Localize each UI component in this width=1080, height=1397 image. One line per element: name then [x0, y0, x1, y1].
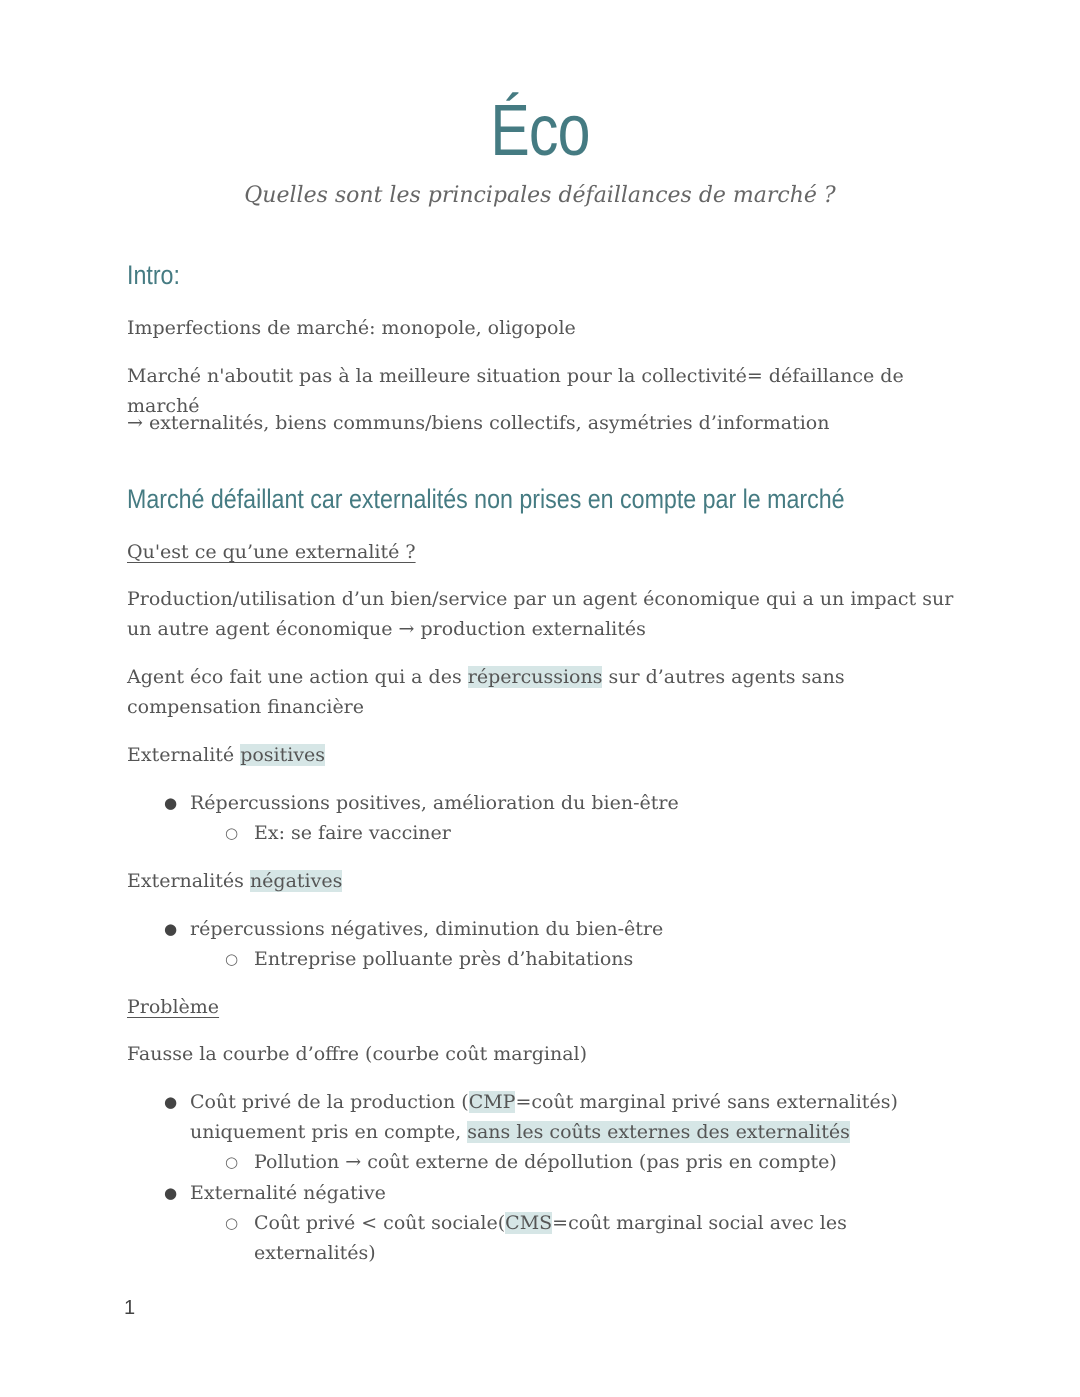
question-label: [127, 537, 957, 567]
page-title: Éco: [490, 91, 590, 171]
bullet-icon: ●: [164, 1093, 178, 1111]
positive-example-text: Ex: se faire vacciner: [254, 822, 451, 844]
section-heading-externalities: Marché défaillant car externalités non prises en compte par le marché: [127, 484, 845, 514]
social-cost-start: Coût privé < coût sociale(: [254, 1212, 506, 1234]
social-cost-text: [254, 1208, 974, 1268]
cost-text-start: Coût privé de la production (: [190, 1091, 469, 1113]
positive-label-text: Externalité: [127, 744, 241, 766]
agent-text-start: Agent éco fait une action qui a des: [127, 666, 468, 688]
sub-bullet-icon: ○: [225, 824, 239, 842]
sub-bullet-icon: ○: [225, 950, 239, 968]
highlight-cms: CMS: [505, 1212, 553, 1234]
intro-line-1: Imperfections de marché: monopole, oligopole: [127, 317, 576, 339]
sub-bullet-icon: ○: [225, 1214, 239, 1232]
positive-bullet-text: Répercussions positives, amélioration du bien-être: [190, 792, 679, 814]
negative-externality-label: [127, 866, 957, 896]
bullet-icon: ●: [164, 920, 178, 938]
problem-label-text: Problème: [127, 996, 220, 1018]
cost-bullet-text: [190, 1087, 970, 1147]
highlight-repercussions: répercussions: [467, 666, 603, 688]
pollution-example-text: Pollution → coût externe de dépollution (pas pris en compte): [254, 1151, 837, 1173]
highlight-external-costs: sans les coûts externes des externalités: [467, 1121, 850, 1143]
sub-bullet-icon: ○: [225, 1153, 239, 1171]
positive-externality-label: [127, 740, 957, 770]
agent-text-end: sur d’autres agents sans compensation financière: [127, 666, 845, 718]
highlight-cmp: CMP: [468, 1091, 516, 1113]
page-subtitle: Quelles sont les principales défaillances de marché ?: [244, 183, 836, 208]
highlight-negatives: négatives: [249, 870, 343, 892]
negative-bullet-text: répercussions négatives, diminution du bien-être: [190, 918, 664, 940]
cost-text-mid: =coût marginal privé sans externalités) uniquement pris en compte,: [190, 1091, 898, 1143]
intro-line-3: → externalités, biens communs/biens collectifs, asymétries d’information: [127, 412, 830, 434]
definition-text: Production/utilisation d’un bien/service par un agent économique qui a un impact sur un autre agent économique → production externalités: [127, 588, 954, 640]
problem-label: [127, 992, 957, 1022]
negative-externality-bullet: Externalité négative: [190, 1182, 386, 1204]
negative-label-text: Externalités: [127, 870, 250, 892]
page-number: 1: [124, 1297, 136, 1319]
social-cost-end: =coût marginal social avec les externalités): [254, 1212, 847, 1264]
bullet-icon: ●: [164, 794, 178, 812]
negative-example-text: Entreprise polluante près d’habitations: [254, 948, 634, 970]
intro-heading: Intro:: [127, 260, 180, 290]
question-text: Qu'est ce qu’une externalité ?: [127, 541, 416, 563]
highlight-positives: positives: [240, 744, 326, 766]
agent-paragraph: [127, 662, 957, 722]
intro-line-2: Marché n'aboutit pas à la meilleure situation pour la collectivité= défaillance de marché: [127, 365, 904, 417]
problem-text: Fausse la courbe d’offre (courbe coût marginal): [127, 1043, 588, 1065]
bullet-icon: ●: [164, 1184, 178, 1202]
